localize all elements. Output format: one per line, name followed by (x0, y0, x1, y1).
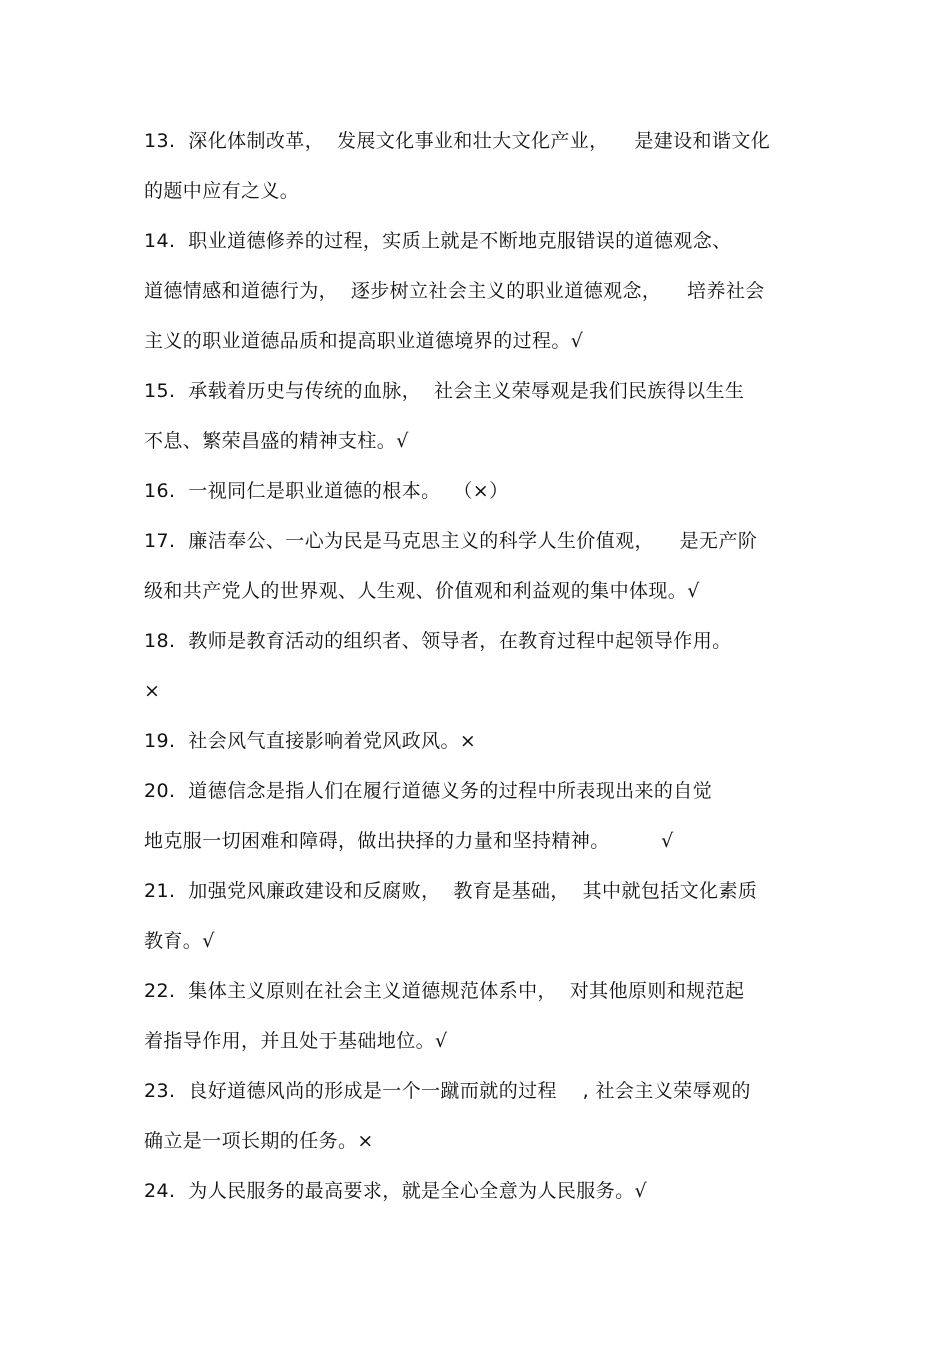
text-line: 不息、繁荣昌盛的精神支柱。√ (144, 430, 409, 452)
text-line: × (144, 680, 161, 702)
text-line: 15. 承载着历史与传统的血脉， 社会主义荣辱观是我们民族得以生生 (144, 380, 745, 402)
text-line: 着指导作用，并且处于基础地位。√ (144, 1030, 448, 1052)
text-line: 23. 良好道德风尚的形成是一个一蹴而就的过程 , 社会主义荣辱观的 (144, 1080, 751, 1102)
text-line: 17. 廉洁奉公、一心为民是马克思主义的科学人生价值观， 是无产阶 (144, 530, 758, 552)
text-line: 20. 道德信念是指人们在履行道德义务的过程中所表现出来的自觉 (144, 780, 713, 802)
text-line: 24. 为人民服务的最高要求，就是全心全意为人民服务。√ (144, 1180, 648, 1202)
text-line: 13. 深化体制改革， 发展文化事业和壮大文化产业， 是建设和谐文化 (144, 130, 771, 152)
text-line: 教育。√ (144, 930, 215, 952)
text-line: 级和共产党人的世界观、人生观、价值观和利益观的集中体现。√ (144, 580, 700, 602)
text-line: 确立是一项长期的任务。× (144, 1130, 374, 1152)
text-line: 地克服一切困难和障碍，做出抉择的力量和坚持精神。 √ (144, 830, 674, 852)
text-line: 道德情感和道德行为， 逐步树立社会主义的职业道德观念， 培养社会 (144, 280, 765, 302)
text-line: 22. 集体主义原则在社会主义道德规范体系中， 对其他原则和规范起 (144, 980, 745, 1002)
text-line: 主义的职业道德品质和提高职业道德境界的过程。√ (144, 330, 584, 352)
text-line: 19. 社会风气直接影响着党风政风。× (144, 730, 477, 752)
text-line: 的题中应有之义。 (144, 180, 300, 202)
text-line: 18. 教师是教育活动的组织者、领导者，在教育过程中起领导作用。 (144, 630, 732, 652)
text-line: 21. 加强党风廉政建设和反腐败， 教育是基础， 其中就包括文化素质 (144, 880, 758, 902)
text-line: 16. 一视同仁是职业道德的根本。 （×） (144, 480, 509, 502)
text-line: 14. 职业道德修养的过程，实质上就是不断地克服错误的道德观念、 (144, 230, 732, 252)
